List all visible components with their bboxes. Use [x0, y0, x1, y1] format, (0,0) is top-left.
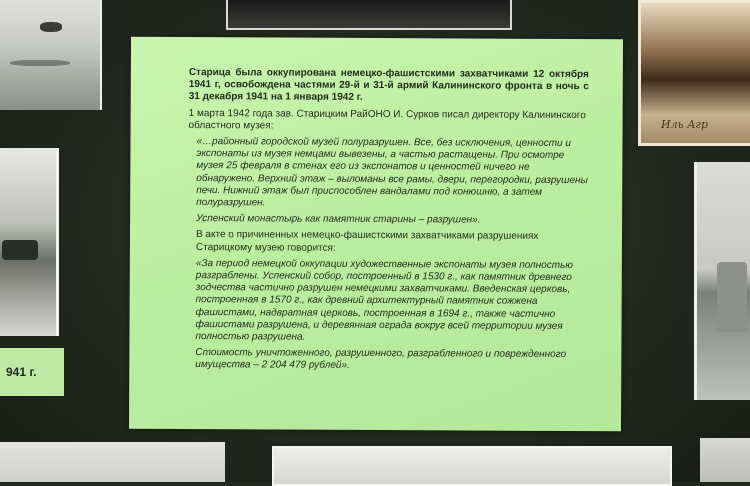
photo-shadow-shape: [10, 60, 70, 66]
photo-winter-street-left: [0, 148, 59, 336]
year-caption-label: 941 г.: [0, 348, 64, 396]
photo-truck-shape: [2, 240, 38, 260]
photo-bottom-right: [700, 438, 750, 482]
photo-bottom-left: [0, 442, 225, 482]
panel-quote-act: «За период немецкой оккупации художественные экспонаты музея полностью разграблены. Успенский собор, построенный в 1530 г., как памятник древнего зодчества частично разрушен немецкими захватчиками. Введенская церковь, построенная в 1570 г., как древний архитектурный памятник сожжена фашистами, надвратная церковь, построенная в 1694 г., также частично фашистами разрушена, и деревянная ограда вокруг всей территории музея полностью разрушена.: [195, 257, 573, 343]
photo-top-center: [226, 0, 512, 30]
photo-winter-field-top-left: [0, 0, 102, 110]
panel-intro: 1 марта 1942 года зав. Старицким РайОНО И. Сурков писал директору Калининского областного музея:: [188, 107, 586, 132]
text-panel: [129, 37, 623, 432]
photo-sepia-top-right: [638, 0, 750, 146]
photo-tower-right: [694, 162, 750, 400]
photo-vehicle-shape: [40, 22, 62, 32]
panel-quote-museum: «…районный городской музей полуразрушен. Все, без исключения, ценности и экспонаты из музея немцами вывезены, а частью растащены. При осмотре музея 25 февраля в стенах его из экспонатов и ценностей ничего не обнаружено. Верхний этаж – выломаны все рамы, двери, перегородки, разрушены печи. Нижний этаж был приспособлен вандалами под конюшню, а затем полуразрушен.: [196, 136, 588, 209]
photo-signature: Иль Агр: [661, 118, 709, 131]
photo-tower-shape: [717, 262, 747, 332]
panel-act-intro: В акте о причиненных немецко-фашистскими захватчиками разрушениях Старицкому музею говорится:: [195, 229, 539, 254]
panel-heading: Старица была оккупирована немецко-фашистскими захватчиками 12 октября 1941 г, освобождена частями 29-й и 31-й армий Калининского фронта в ночь с 31 декабря 1941 на 1 января 1942 г.: [188, 67, 589, 104]
panel-cost: Стоимость уничтоженного, разрушенного, разграбленного и поврежденного имущества – 2 204 479 рублей».: [195, 347, 567, 372]
panel-quote-monastery: Успенский монастырь как памятник старины – разрушен».: [196, 213, 481, 226]
photo-bottom-center: [272, 446, 672, 486]
